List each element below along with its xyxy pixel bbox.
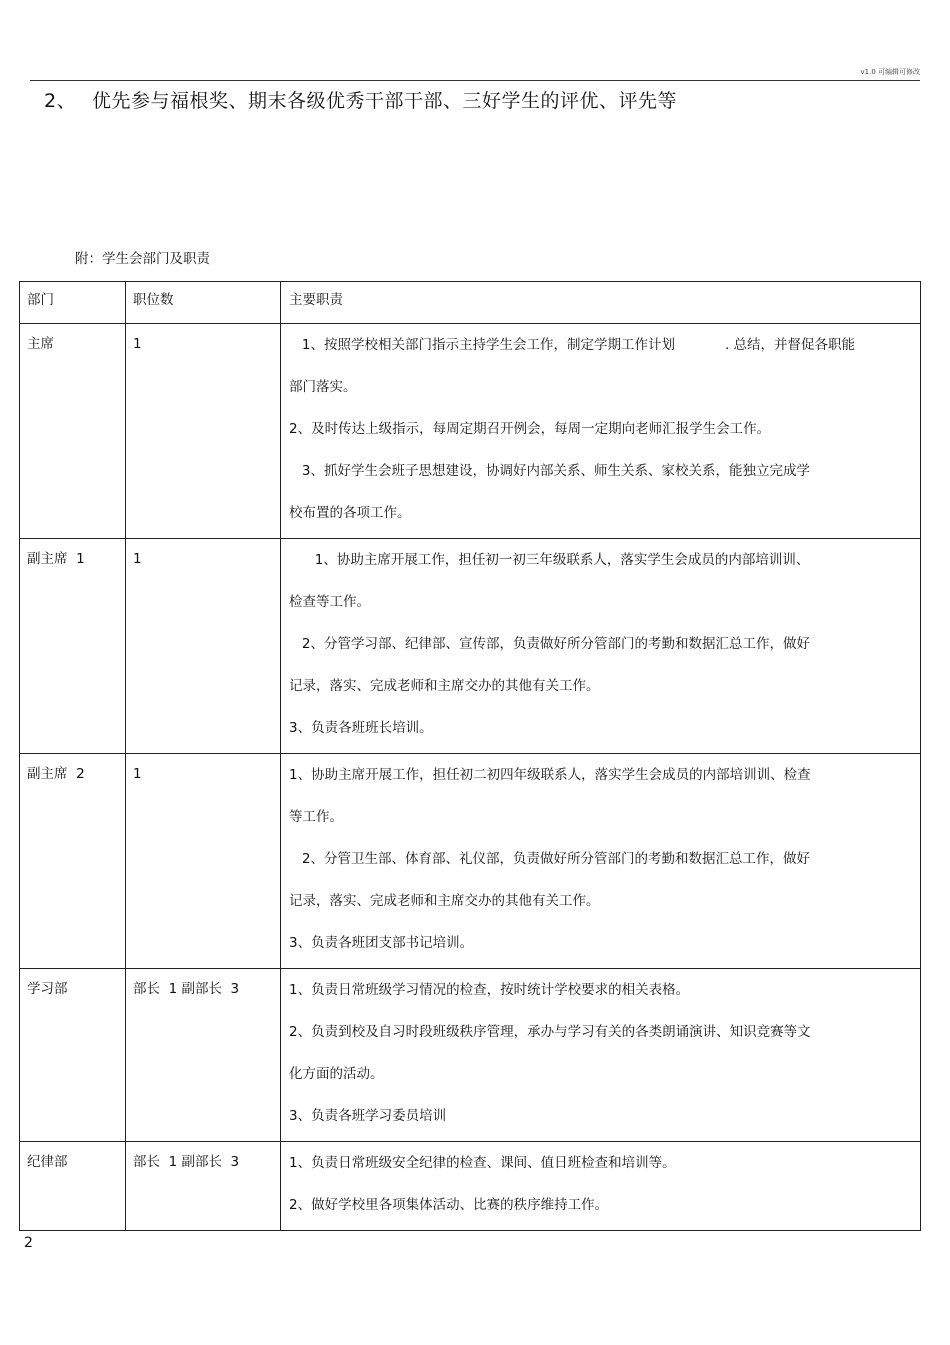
header-count: 职位数 (126, 282, 281, 324)
duty-line: 2、分管卫生部、体育部、礼仪部，负责做好所分管部门的考勤和数据汇总工作，做好 (289, 851, 810, 867)
duty-line: 记录，落实、完成老师和主席交办的其他有关工作。 (289, 678, 600, 694)
row-dept: 副主席 1 (27, 551, 85, 567)
table-row (20, 754, 921, 969)
duty-line: 1、协助主席开展工作，担任初一初三年级联系人，落实学生会成员的内部培训训、 (289, 552, 810, 568)
duty-line-tail: . 总结，并督促各职能 (724, 337, 856, 353)
duty-line: 记录，落实、完成老师和主席交办的其他有关工作。 (289, 893, 600, 909)
duty-line: 校布置的各项工作。 (289, 505, 411, 521)
item-2-number: 2、 (44, 90, 77, 112)
duty-line: 3、负责各班团支部书记培训。 (289, 935, 474, 951)
version-note: v1.0 可编辑可修改 (860, 68, 920, 76)
header-dept: 部门 (20, 282, 126, 324)
table-header-row (20, 282, 921, 324)
table-row (20, 539, 921, 754)
item-2-text: 优先参与福根奖、期末各级优秀干部干部、三好学生的评优、评先等 (92, 90, 678, 112)
duty-line: 3、负责各班学习委员培训 (289, 1108, 447, 1124)
table-row (20, 324, 921, 539)
duty-line: 化方面的活动。 (289, 1066, 384, 1082)
duty-table (19, 281, 921, 1231)
row-count: 部长 1 副部长 3 (133, 981, 240, 997)
row-dept: 学习部 (27, 981, 68, 997)
row-dept: 主席 (27, 336, 54, 352)
duty-line: 2、及时传达上级指示，每周定期召开例会，每周一定期向老师汇报学生会工作。 (289, 421, 771, 437)
row-dept: 纪律部 (27, 1154, 68, 1170)
duty-line: 1、协助主席开展工作，担任初二初四年级联系人，落实学生会成员的内部培训训、检查 (289, 767, 811, 783)
duty-line: 3、抓好学生会班子思想建设，协调好内部关系、师生关系、家校关系，能独立完成学 (289, 463, 810, 479)
row-dept: 副主席 2 (27, 766, 85, 782)
duty-line: 2、分管学习部、纪律部、宣传部，负责做好所分管部门的考勤和数据汇总工作，做好 (289, 636, 810, 652)
duty-line: 2、做好学校里各项集体活动、比赛的秩序维持工作。 (289, 1197, 609, 1213)
row-count: 部长 1 副部长 3 (133, 1154, 240, 1170)
duty-line: 3、负责各班班长培训。 (289, 720, 433, 736)
header-rule (30, 80, 920, 81)
table-row (20, 1142, 921, 1231)
row-count: 1 (133, 551, 142, 567)
duty-line: 1、负责日常班级安全纪律的检查、课间、值日班检查和培训等。 (289, 1155, 676, 1171)
item-2 (44, 86, 677, 113)
header-duties: 主要职责 (281, 282, 921, 324)
duty-line: 检查等工作。 (289, 594, 370, 610)
duty-line: 等工作。 (289, 809, 343, 825)
duty-line: 1、负责日常班级学习情况的检查，按时统计学校要求的相关表格。 (289, 982, 690, 998)
appendix-caption: 附：学生会部门及职责 (75, 251, 210, 267)
table-row (20, 969, 921, 1142)
duty-line: 部门落实。 (289, 379, 357, 395)
duty-line-text: 1、按照学校相关部门指示主持学生会工作，制定学期工作计划 (289, 337, 675, 353)
row-count: 1 (133, 766, 142, 782)
duty-line: 2、负责到校及自习时段班级秩序管理，承办与学习有关的各类朗诵演讲、知识竞赛等文 (289, 1024, 811, 1040)
page-number: 2 (24, 1235, 33, 1251)
duty-line (289, 326, 910, 368)
row-count: 1 (133, 336, 142, 352)
